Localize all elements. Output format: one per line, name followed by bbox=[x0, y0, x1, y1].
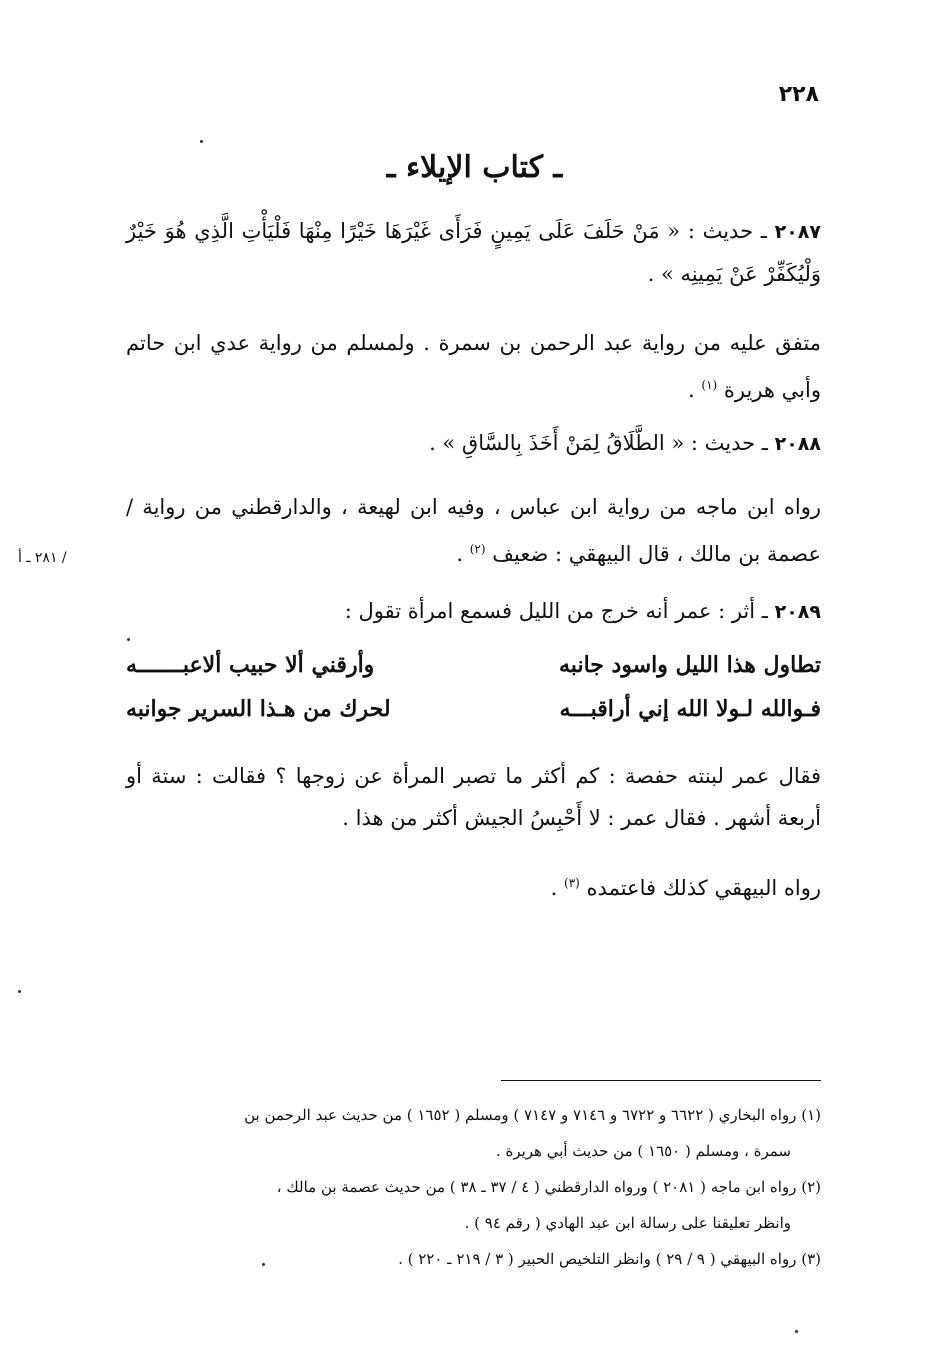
hadith-2088 bbox=[126, 422, 821, 465]
athar-2089-story bbox=[126, 755, 821, 839]
poem-line bbox=[126, 652, 821, 696]
footnote-line: (٢) رواه ابن ماجه ( ٢٠٨١ ) ورواه الدارقطني ( ٤ / ٣٧ ـ ٣٨ ) من حديث عصمة بن مالك ، bbox=[276, 1178, 821, 1196]
hadith-2087 bbox=[126, 210, 821, 295]
footnote-ref: (٣) bbox=[564, 876, 580, 890]
hadith-text: ـ أثر : عمر أنه خرج من الليل فسمع امرأة تقول : bbox=[344, 599, 775, 623]
footnote-line: وانظر تعليقنا على رسالة ابن عبد الهادي ( رقم ٩٤ ) . bbox=[464, 1214, 791, 1232]
scan-speck bbox=[200, 140, 203, 143]
poem-hemistich: فـوالله لـولا الله إني أراقبـــه bbox=[559, 696, 821, 722]
scan-speck bbox=[127, 638, 130, 641]
poem bbox=[126, 652, 821, 740]
scan-speck bbox=[18, 990, 21, 993]
footnote-separator bbox=[501, 1080, 821, 1081]
hadith-2087-commentary bbox=[126, 322, 821, 411]
athar-2089 bbox=[126, 590, 821, 633]
commentary-end: . bbox=[456, 542, 470, 566]
footnote-ref: (٢) bbox=[469, 542, 486, 556]
poem-hemistich: وأرقني ألا حبيب ألاعبـــــــه bbox=[126, 652, 375, 678]
footnote-1 bbox=[126, 1097, 821, 1169]
hadith-number: ٢٠٨٧ bbox=[774, 221, 821, 243]
source-text: رواه البيهقي كذلك فاعتمده bbox=[586, 876, 821, 900]
footnote-line: (٣) رواه البيهقي ( ٩ / ٢٩ ) وانظر التلخيص الحبير ( ٣ / ٢١٩ ـ ٢٢٠ ) . bbox=[398, 1250, 821, 1268]
poem-line bbox=[126, 696, 821, 740]
scan-speck bbox=[262, 1263, 265, 1266]
hadith-number: ٢٠٨٨ bbox=[774, 433, 821, 455]
hadith-2088-commentary bbox=[126, 486, 821, 575]
commentary-end: . bbox=[688, 378, 702, 402]
hadith-number: ٢٠٨٩ bbox=[774, 601, 821, 623]
poem-hemistich: لحرك من هـذا السرير جوانبه bbox=[126, 696, 391, 722]
story-text: فقال عمر لبنته حفصة : كم أكثر ما تصبر المرأة عن زوجها ؟ فقالت : ستة أو أربعة أشهر . فقال عمر : لا أَحْبِسُ الجيش أكثر من هذا . bbox=[126, 764, 821, 830]
hadith-text: ـ حديث : « الطَّلَاقُ لِمَنْ أَخَذَ بِالسَّاقِ » . bbox=[429, 431, 775, 455]
commentary-text: متفق عليه من رواية عبد الرحمن بن سمرة . ولمسلم من رواية عدي ابن حاتم وأبي هريرة bbox=[126, 331, 821, 402]
commentary-text: رواه ابن ماجه من رواية ابن عباس ، وفيه ابن لهيعة ، والدارقطني من رواية / عصمة بن مالك ، قال البيهقي : ضعيف bbox=[126, 495, 821, 566]
footnote-ref: (١) bbox=[701, 378, 718, 392]
hadith-text: ـ حديث : « مَنْ حَلَفَ عَلَى يَمِينٍ فَرَأَى غَيْرَهَا خَيْرًا مِنْهَا فَلْيَأْتِ الَّذِي هُوَ خَيْرٌ وَلْيُكَفِّرْ عَنْ يَمِينِه » . bbox=[126, 219, 821, 286]
footnote-3 bbox=[126, 1241, 821, 1277]
margin-note: / ٢٨١ ـ أ bbox=[18, 550, 67, 566]
scan-speck bbox=[795, 1330, 798, 1333]
athar-2089-source bbox=[126, 862, 821, 909]
footnote-line: سمرة ، ومسلم ( ١٦٥٠ ) من حديث أبي هريرة . bbox=[495, 1142, 791, 1160]
chapter-title: ـ كتاب الإيلاء ـ bbox=[386, 150, 563, 185]
footnotes bbox=[126, 1097, 821, 1277]
page-number: ٢٢٨ bbox=[778, 82, 819, 107]
source-end: . bbox=[550, 876, 565, 900]
poem-hemistich: تطاول هذا الليل واسود جانبه bbox=[559, 652, 821, 678]
footnote-line: (١) رواه البخاري ( ٦٦٢٢ و ٦٧٢٢ و ٧١٤٦ و ٧١٤٧ ) ومسلم ( ١٦٥٢ ) من حديث عبد الرحمن بن bbox=[244, 1106, 821, 1124]
footnote-2 bbox=[126, 1169, 821, 1241]
